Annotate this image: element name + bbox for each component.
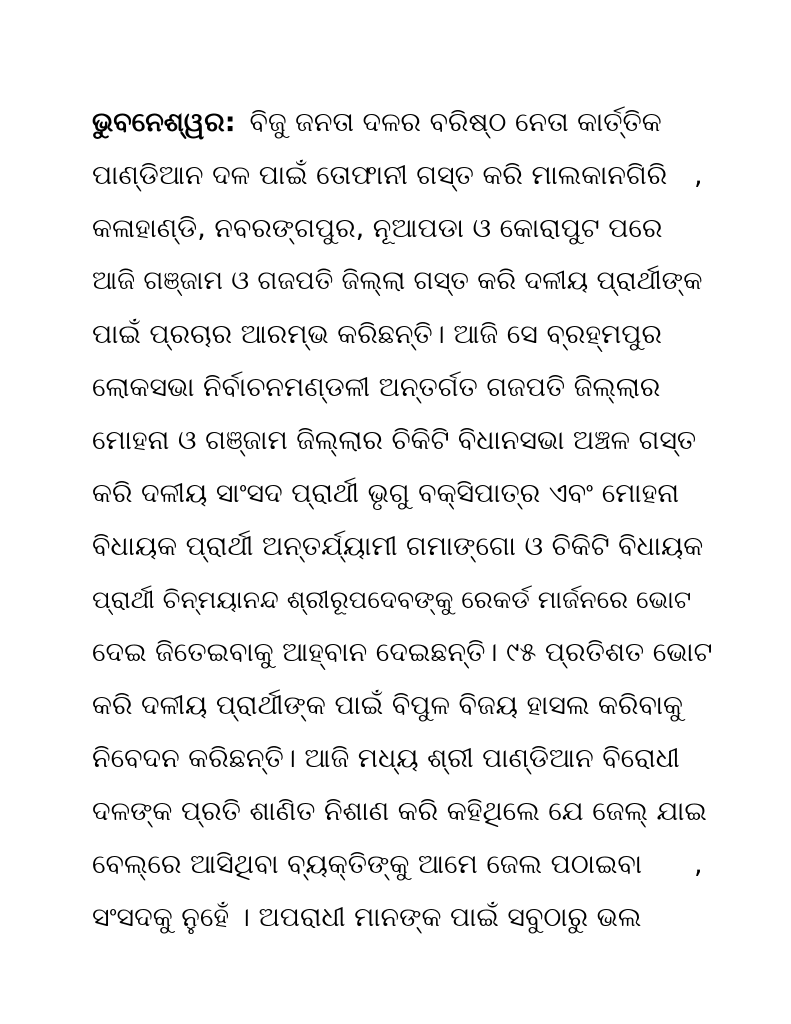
- article-line-14: [92, 785, 712, 838]
- article-line-9: [92, 520, 712, 573]
- article-line-2: [92, 149, 712, 202]
- line-text: ବିଧାୟକ ପ୍ରାର୍ଥୀ ଅନ୍ତର୍ଯ୍ୟାମୀ ଗମାଙ୍ଗୋ ଓ ଚିକିଟି ବିଧାୟକ: [92, 531, 704, 562]
- line-text: କରି ଦଳୀୟ ସାଂସଦ ପ୍ରାର୍ଥୀ ଭୃଗୁ ବକ୍ସିପାତ୍ର ଏବଂ ମୋହନା: [92, 478, 680, 509]
- dateline: ଭୁବନେଶ୍ୱର:: [92, 107, 236, 138]
- line-text: ମୋହନା ଓ ଗଞ୍ଜାମ ଜିଲ୍ଲାର ଚିକିଟି ବିଧାନସଭା ଅଞ୍ଚଳ ଗସ୍ତ: [92, 425, 697, 456]
- article-line-10: [92, 573, 712, 626]
- article-line-6: [92, 361, 712, 414]
- line-text: ପାଣ୍ଡିଆନ ଦଳ ପାଇଁ ତୋଫାନୀ ଗସ୍ତ କରି ମାଲକାନଗିରି: [92, 160, 668, 191]
- line-text: ବେଲ୍‌ରେ ଆସିଥିବା ବ୍ୟକ୍ତିଙ୍କୁ ଆମେ ଜେଲ ପଠାଇବା: [92, 849, 642, 880]
- line-text: ଲୋକସଭା ନିର୍ବାଚନମଣ୍ଡଳୀ ଅନ୍ତର୍ଗତ ଗଜପତି ଜିଲ୍ଲାର: [92, 372, 661, 403]
- line-text: ସଂସଦକୁ ନୁହେଁ । ଅପରାଧୀ ମାନଙ୍କ ପାଇଁ ସବୁଠାରୁ ଭଲ: [92, 902, 642, 933]
- line-text: ଆଜି ଗଞ୍ଜାମ ଓ ଗଜପତି ଜିଲ୍ଲା ଗସ୍ତ କରି ଦଳୀୟ ପ୍ରାର୍ଥୀଙ୍କ: [92, 266, 703, 296]
- article-line-15: [92, 838, 712, 891]
- line-text: କଳାହାଣ୍ଡି, ନବରଙ୍ଗପୁର, ନୂଆପଡା ଓ କୋରାପୁଟ ପରେ: [92, 213, 663, 244]
- line-text: ଦଳଙ୍କ ପ୍ରତି ଶାଣିତ ନିଶାଣ କରି କହିଥିଲେ ଯେ ଜେଲ୍ ଯାଇ: [92, 796, 707, 827]
- article-line-12: [92, 679, 712, 732]
- line-text: ନିବେଦନ କରିଛନ୍ତି। ଆଜି ମଧ୍ୟ ଶ୍ରୀ ପାଣ୍ଡିଆନ ବିରୋଧୀ: [92, 743, 680, 774]
- trailing-comma: ,: [694, 160, 703, 191]
- line-text: ଦେଇ ଜିତେଇବାକୁ ଆହ୍ବାନ ଦେଇଛନ୍ତି। ୯୫ ପ୍ରତିଶତ ଭୋଟ: [92, 637, 713, 668]
- line-text: ବିଜୁ ଜନତା ଦଳର ବରିଷ୍ଠ ନେତା କାର୍ତ୍ତିକ: [249, 107, 662, 138]
- article-line-5: [92, 308, 712, 361]
- line-text: କରି ଦଳୀୟ ପ୍ରାର୍ଥୀଙ୍କ ପାଇଁ ବିପୁଳ ବିଜୟ ହାସଲ କରିବାକୁ: [92, 690, 683, 721]
- article-line-4: [92, 255, 712, 308]
- article-line-7: [92, 414, 712, 467]
- article-line-8: [92, 467, 712, 520]
- article-line-11: [92, 626, 712, 679]
- line-text: ପାଇଁ ପ୍ରଚାର ଆରମ୍ଭ କରିଛନ୍ତି। ଆଜି ସେ ବ୍ରହ୍ମପୁର: [92, 319, 662, 350]
- article-body: [92, 96, 712, 944]
- article-line-16: [92, 891, 712, 944]
- article-line-1: [92, 96, 712, 149]
- trailing-comma: ,: [694, 849, 703, 880]
- article-line-3: [92, 202, 712, 255]
- article-line-13: [92, 732, 712, 785]
- line-text: ପ୍ରାର୍ଥୀ ଚିନ୍ମୟାନନ୍ଦ ଶ୍ରୀରୂପଦେବଙ୍କୁ ରେକର୍ଡ ମାର୍ଜନରେ ଭୋଟ: [92, 585, 692, 614]
